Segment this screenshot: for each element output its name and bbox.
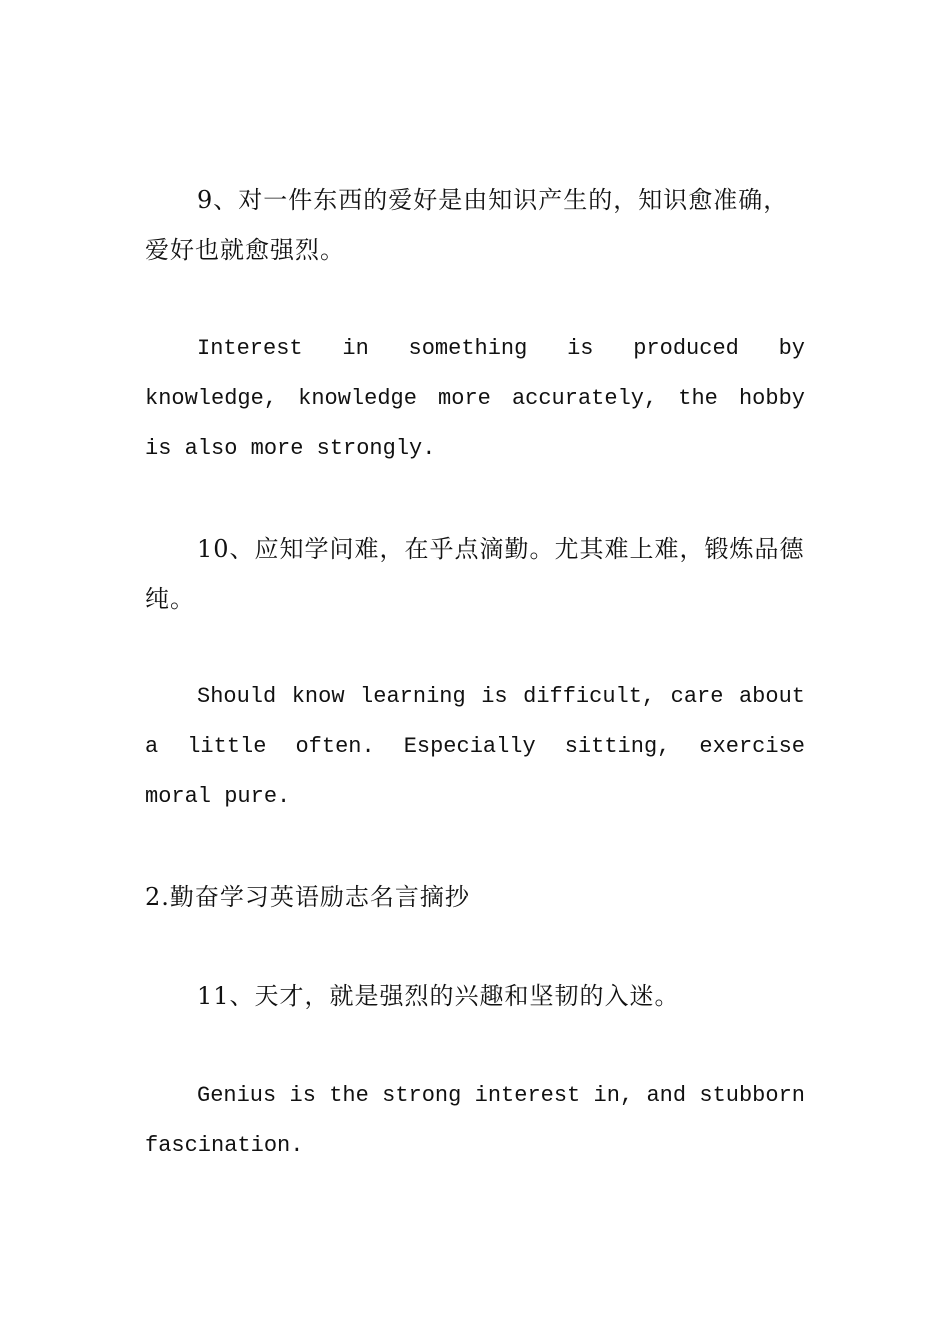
quote-11-english: Genius is the strong interest in, and stubborn fascination. <box>145 1083 805 1158</box>
quote-9-english: Interest in something is produced by knowledge, knowledge more accurately, the hobby is also more strongly. <box>145 336 805 461</box>
quote-9-chinese: 9、对一件东西的爱好是由知识产生的，知识愈准确，爱好也就愈强烈。 <box>145 186 789 264</box>
quote-10-chinese: 10、应知学问难，在乎点滴勤。尤其难上难，锻炼品德纯。 <box>145 535 805 613</box>
section-heading: 2.勤奋学习英语励志名言摘抄 <box>145 883 470 911</box>
quote-11-chinese: 11、天才，就是强烈的兴趣和坚韧的入迷。 <box>197 982 680 1010</box>
quote-10-english: Should know learning is difficult, care about a little often. Especially sitting, exercise moral pure. <box>145 684 805 809</box>
